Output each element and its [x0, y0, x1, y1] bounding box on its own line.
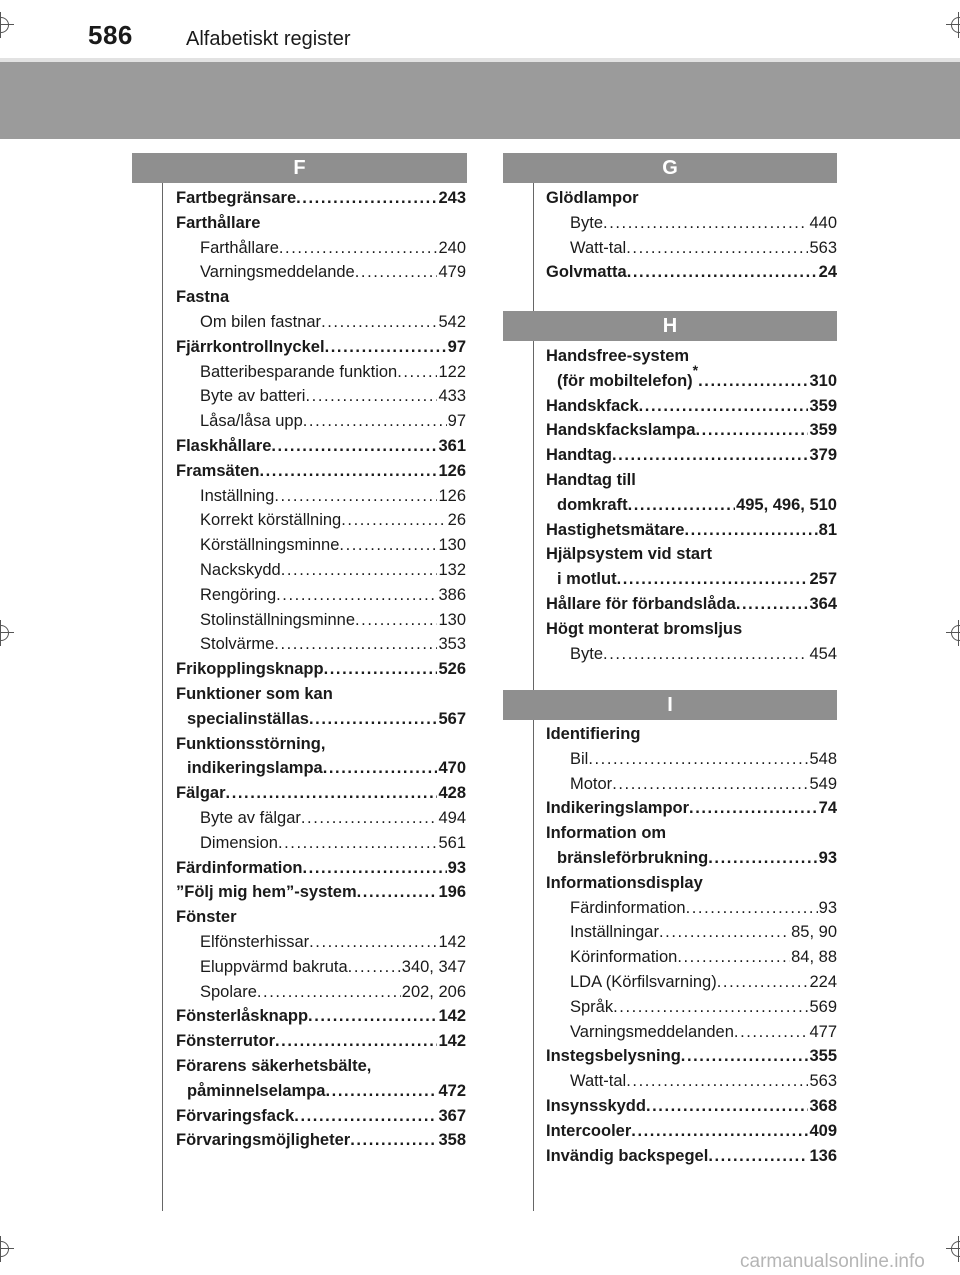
header-band [0, 62, 960, 139]
index-entry [176, 1105, 466, 1127]
dot-leader [588, 748, 808, 770]
entry-term: Informationsdisplay [546, 873, 703, 892]
entry-page-number: 477 [809, 1022, 837, 1041]
index-entry [200, 584, 466, 606]
index-entry [570, 897, 837, 919]
registration-mark-icon [0, 12, 14, 38]
dot-leader [348, 956, 401, 978]
entry-term: Färdinformation [176, 858, 303, 877]
index-entry [176, 435, 466, 457]
index-entry [200, 559, 466, 581]
registration-mark-icon [946, 620, 960, 646]
dot-leader [603, 212, 808, 234]
entry-term: Fastna [176, 288, 230, 307]
index-entry [570, 996, 837, 1018]
dot-leader [321, 311, 437, 333]
entry-page-number: 310 [809, 371, 837, 390]
dot-leader [303, 410, 447, 432]
index-entry [557, 361, 837, 392]
entry-page-number: 563 [809, 1072, 837, 1091]
dot-leader [736, 593, 809, 615]
entry-term: Frikopplingsknapp [176, 660, 324, 679]
dot-leader [639, 395, 809, 417]
index-entry [200, 261, 466, 283]
entry-term: indikeringslampa [187, 759, 323, 778]
dot-leader [257, 981, 401, 1003]
entry-page-number: 433 [438, 387, 466, 406]
section-header-h: H [503, 311, 837, 341]
page-number: 586 [88, 20, 133, 50]
entry-page-number: 142 [438, 1007, 466, 1026]
dot-leader [628, 494, 735, 516]
entry-page-number: 359 [809, 421, 837, 440]
entry-term: Hållare för förbandslåda [546, 595, 736, 613]
index-entry [546, 593, 837, 615]
entry-term: Handsfree-system [546, 347, 690, 365]
index-entry [176, 1005, 466, 1027]
dot-leader [294, 1105, 437, 1127]
dot-leader [717, 971, 809, 993]
entry-page-number: 224 [809, 973, 837, 991]
entry-page-number: 526 [438, 660, 466, 679]
entry-page-number: 122 [438, 362, 466, 381]
index-entry [570, 1070, 837, 1092]
dot-leader [309, 931, 437, 953]
entry-term: specialinställas [187, 709, 309, 728]
entry-term: bränsleförbrukning [557, 849, 709, 867]
entry-term: Fälgar [176, 784, 226, 803]
entry-term: Spolare [200, 982, 257, 1001]
entry-page-number: 428 [438, 784, 466, 803]
dot-leader [626, 237, 808, 259]
entry-term: Intercooler [546, 1121, 632, 1140]
dot-leader [309, 708, 437, 730]
entry-page-number: 85, 90 [791, 923, 837, 942]
dot-leader [646, 1095, 809, 1117]
dot-leader [281, 559, 438, 581]
entry-term: LDA (Körfilsvarning) [570, 973, 717, 991]
entry-page-number: 494 [438, 809, 466, 827]
entry-term: Om bilen fastnar [200, 313, 322, 331]
entry-page-number: 353 [438, 635, 466, 654]
dot-leader [325, 336, 447, 358]
entry-page-number: 569 [809, 997, 837, 1016]
index-entry [176, 881, 466, 903]
index-entry [570, 748, 837, 770]
section-header-g: G [503, 153, 837, 183]
column-rule-left [162, 181, 163, 1211]
entry-page-number: 24 [818, 263, 837, 282]
entry-term: Handskfackslampa [546, 421, 696, 440]
index-entry [570, 1021, 837, 1043]
entry-term: Elfönsterhissar [200, 933, 310, 951]
entry-page-number: 548 [809, 749, 837, 768]
index-entry [176, 906, 237, 928]
entry-term: Funktioner som kan [176, 685, 333, 703]
watermark: carmanualsonline.info [740, 1251, 925, 1272]
entry-term: Handtag till [546, 471, 636, 489]
index-entry [546, 1145, 837, 1167]
entry-page-number: 440 [809, 213, 837, 232]
index-entry [200, 311, 466, 333]
section-header-f: F [132, 153, 467, 183]
entry-page-number: 243 [438, 189, 466, 207]
entry-page-number: 97 [447, 412, 466, 431]
entry-term: Högt monterat bromsljus [546, 619, 743, 638]
index-entry [176, 683, 333, 705]
entry-term: Eluppvärmd bakruta [200, 957, 348, 976]
index-entry [546, 469, 636, 491]
dot-leader [617, 568, 809, 590]
dot-leader [734, 1021, 809, 1043]
entry-term: Fartbegränsare [176, 189, 297, 207]
entry-term: påminnelselampa [187, 1081, 326, 1100]
index-entry [570, 212, 837, 234]
entry-term: Funktionsstörning, [176, 734, 326, 753]
entry-page-number: 130 [438, 610, 466, 629]
index-entry [546, 723, 640, 745]
index-entry [546, 1045, 837, 1067]
entry-page-number: 142 [438, 1032, 466, 1051]
index-entry [546, 618, 742, 640]
index-entry [200, 410, 466, 432]
dot-leader [275, 1030, 437, 1052]
dot-leader [626, 1070, 808, 1092]
entry-term: Indikeringslampor [546, 799, 690, 818]
index-entry [546, 261, 837, 283]
index-entry [570, 921, 837, 943]
entry-page-number: 386 [438, 585, 466, 604]
entry-term: Information om [546, 824, 667, 843]
entry-page-number: 26 [447, 511, 466, 530]
entry-term: Varningsmeddelande [200, 263, 355, 282]
entry-page-number: 454 [809, 644, 837, 663]
dot-leader [355, 261, 438, 283]
entry-term: Bil [570, 749, 589, 768]
entry-page-number: 479 [438, 263, 466, 282]
index-entry [546, 444, 837, 466]
index-entry [546, 345, 689, 367]
entry-term: Glödlampor [546, 189, 639, 207]
index-entry [570, 237, 837, 259]
entry-page-number: 567 [438, 709, 466, 728]
index-entry [176, 782, 466, 804]
entry-term: Motor [570, 774, 613, 793]
dot-leader [276, 584, 437, 606]
entry-page-number: 549 [809, 774, 837, 793]
entry-page-number: 495, 496, 510 [736, 495, 837, 514]
entry-term: Låsa/låsa upp [200, 412, 303, 431]
entry-term: Flaskhållare [176, 437, 272, 455]
dot-leader [274, 633, 437, 655]
entry-term: Färdinformation [570, 898, 686, 917]
entry-term: Farthållare [176, 213, 261, 232]
dot-leader [708, 847, 817, 869]
entry-term: ”Följ mig hem”-system [176, 883, 357, 902]
index-entry [546, 1095, 837, 1117]
entry-page-number: 364 [809, 595, 837, 613]
index-entry [176, 1030, 466, 1052]
entry-page-number: 563 [809, 238, 837, 257]
entry-term: Watt-tal [570, 238, 627, 257]
entry-term: Körinformation [570, 948, 678, 967]
dot-leader [296, 187, 437, 209]
index-entry [570, 643, 837, 665]
entry-term: Byte [570, 213, 604, 232]
entry-term: Språk [570, 997, 614, 1016]
index-entry [570, 946, 837, 968]
dot-leader [696, 419, 809, 441]
entry-page-number: 74 [818, 799, 837, 818]
entry-page-number: 368 [809, 1097, 837, 1115]
index-entry [200, 485, 466, 507]
dot-leader [689, 797, 818, 819]
entry-term: Batteribesparande funktion [200, 362, 398, 381]
index-entry [176, 212, 260, 234]
index-entry [176, 187, 466, 209]
index-entry [570, 773, 837, 795]
index-entry [176, 336, 466, 358]
dot-leader [612, 773, 808, 795]
entry-page-number: 81 [818, 520, 837, 539]
index-entry [200, 237, 466, 259]
entry-term: Stolinställningsminne [200, 610, 356, 629]
index-entry [200, 385, 466, 407]
dot-leader [686, 897, 818, 919]
entry-page-number: 84, 88 [791, 948, 837, 967]
entry-page-number: 240 [438, 238, 466, 257]
entry-term: Byte av batteri [200, 387, 306, 406]
entry-term: Farthållare [200, 238, 279, 257]
entry-page-number: 126 [438, 461, 466, 480]
entry-term: Insynsskydd [546, 1097, 646, 1115]
entry-term: Fjärrkontrollnyckel [176, 337, 325, 356]
index-entry [200, 609, 466, 631]
entry-footnote-mark: * [692, 361, 699, 378]
entry-term: Handtag [546, 446, 612, 465]
index-entry [187, 708, 466, 730]
index-entry [546, 419, 837, 441]
entry-page-number: 136 [809, 1146, 837, 1165]
entry-term: Stolvärme [200, 635, 275, 654]
dot-leader [301, 807, 438, 829]
dot-leader [708, 1145, 808, 1167]
entry-page-number: 93 [818, 849, 837, 867]
index-entry [546, 822, 666, 844]
entry-page-number: 132 [438, 561, 466, 579]
entry-term: Nackskydd [200, 561, 281, 579]
entry-page-number: 561 [438, 833, 466, 852]
entry-page-number: 97 [447, 337, 466, 356]
index-entry [187, 757, 466, 779]
entry-term: i motlut [557, 570, 617, 589]
dot-leader [603, 643, 808, 665]
index-entry [570, 971, 837, 993]
index-entry [200, 807, 466, 829]
entry-term: Golvmatta [546, 263, 627, 282]
section-header-i: I [503, 690, 837, 720]
dot-leader [278, 832, 438, 854]
index-entry [200, 633, 466, 655]
index-entry [546, 519, 837, 541]
entry-page-number: 130 [438, 536, 466, 555]
index-entry [200, 832, 466, 854]
entry-page-number: 126 [438, 486, 466, 505]
entry-term: Framsäten [176, 461, 260, 480]
index-entry [546, 395, 837, 417]
dot-leader [627, 261, 818, 283]
entry-page-number: 196 [438, 883, 466, 902]
entry-term: (för mobiltelefon) [557, 371, 693, 390]
entry-term: Handskfack [546, 396, 639, 415]
entry-term: Fönsterrutor [176, 1032, 275, 1051]
dot-leader [226, 782, 438, 804]
entry-term: Hastighetsmätare [546, 520, 685, 539]
index-entry [557, 847, 837, 869]
entry-page-number: 358 [438, 1131, 466, 1150]
index-entry [176, 460, 466, 482]
entry-term: Byte av fälgar [200, 809, 301, 827]
index-entry [546, 543, 712, 565]
dot-leader [613, 996, 808, 1018]
dot-leader [308, 1005, 437, 1027]
index-entry [557, 494, 837, 516]
dot-leader [681, 1045, 809, 1067]
index-entry [546, 187, 639, 209]
dot-leader [271, 435, 437, 457]
entry-term: Watt-tal [570, 1072, 627, 1091]
index-entry [200, 509, 466, 531]
dot-leader [677, 946, 790, 968]
index-entry [176, 658, 466, 680]
entry-page-number: 142 [438, 933, 466, 951]
index-entry [176, 1055, 371, 1077]
registration-mark-icon [946, 1236, 960, 1262]
dot-leader [684, 519, 817, 541]
entry-page-number: 93 [818, 898, 837, 917]
index-entry [176, 286, 229, 308]
dot-leader [305, 385, 437, 407]
dot-leader [325, 1080, 437, 1102]
dot-leader [274, 485, 437, 507]
entry-term: Förvaringsmöjligheter [176, 1131, 351, 1150]
entry-page-number: 257 [809, 570, 837, 589]
entry-term: Korrekt körställning [200, 511, 342, 530]
entry-page-number: 340, 347 [401, 957, 466, 976]
entry-term: Fönsterlåsknapp [176, 1007, 309, 1026]
entry-term: Förarens säkerhetsbälte, [176, 1057, 372, 1075]
index-entry [176, 733, 325, 755]
registration-mark-icon [0, 620, 14, 646]
index-entry [546, 872, 703, 894]
entry-term: domkraft [557, 495, 628, 514]
entry-page-number: 472 [438, 1081, 466, 1100]
entry-term: Instegsbelysning [546, 1047, 681, 1066]
entry-term: Varningsmeddelanden [570, 1022, 734, 1041]
entry-term: Hjälpsystem vid start [546, 545, 712, 564]
entry-term: Inställning [200, 486, 275, 505]
dot-leader [339, 534, 437, 556]
index-entry [187, 1080, 466, 1102]
entry-page-number: 542 [438, 313, 466, 331]
dot-leader [631, 1120, 808, 1142]
entry-page-number: 359 [809, 396, 837, 415]
entry-page-number: 202, 206 [401, 982, 466, 1001]
dot-leader [350, 1129, 437, 1151]
entry-term: Identifiering [546, 725, 641, 743]
page-title: Alfabetiskt register [186, 28, 351, 50]
entry-term: Förvaringsfack [176, 1106, 295, 1125]
entry-term: Fönster [176, 908, 237, 927]
index-entry [546, 797, 837, 819]
entry-term: Inställningar [570, 923, 659, 942]
index-entry [176, 857, 466, 879]
dot-leader [341, 509, 446, 531]
dot-leader [355, 609, 437, 631]
dot-leader [324, 658, 438, 680]
dot-leader [357, 881, 438, 903]
index-entry [200, 956, 466, 978]
page-header [0, 0, 960, 58]
dot-leader [397, 361, 437, 383]
index-entry [546, 1120, 837, 1142]
index-entry [200, 931, 466, 953]
entry-page-number: 93 [447, 858, 466, 877]
entry-term: Körställningsminne [200, 536, 340, 555]
entry-term: Dimension [200, 833, 278, 852]
dot-leader [659, 921, 790, 943]
entry-page-number: 367 [438, 1106, 466, 1125]
entry-term: Byte [570, 644, 604, 663]
dot-leader [698, 370, 808, 392]
registration-mark-icon [946, 12, 960, 38]
index-entry [557, 568, 837, 590]
index-entry [200, 534, 466, 556]
entry-page-number: 361 [438, 437, 466, 455]
registration-mark-icon [0, 1236, 14, 1262]
index-entry [176, 1129, 466, 1151]
entry-page-number: 355 [809, 1047, 837, 1066]
entry-term: Rengöring [200, 585, 277, 604]
entry-page-number: 470 [438, 759, 466, 778]
dot-leader [323, 757, 438, 779]
entry-term: Invändig backspegel [546, 1146, 709, 1165]
index-entry [200, 361, 466, 383]
entry-page-number: 379 [809, 446, 837, 465]
dot-leader [279, 237, 438, 259]
dot-leader [303, 857, 447, 879]
entry-page-number: 409 [809, 1121, 837, 1140]
dot-leader [259, 460, 437, 482]
dot-leader [612, 444, 808, 466]
index-entry [200, 981, 466, 1003]
